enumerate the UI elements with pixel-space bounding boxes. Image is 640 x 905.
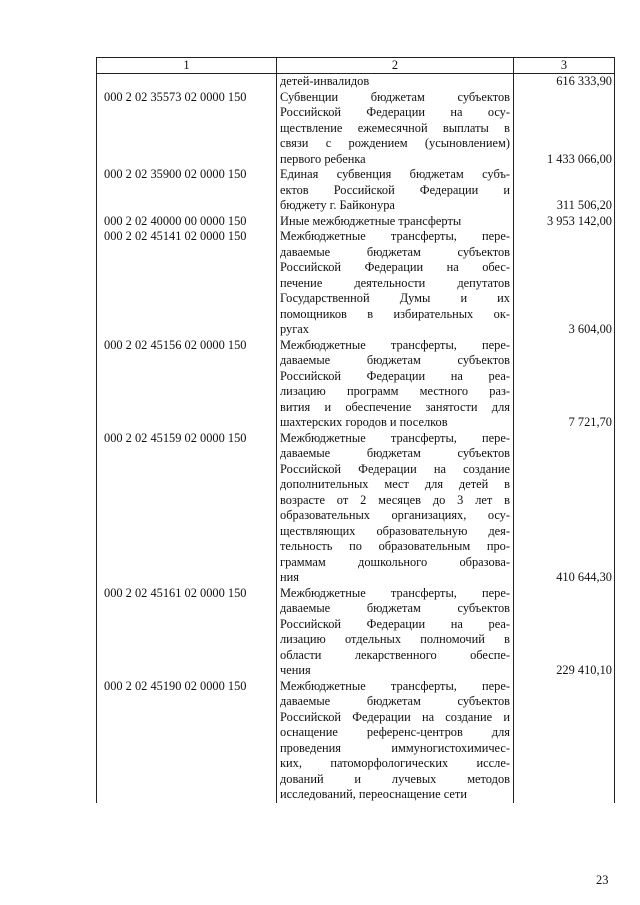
description-line: Российской Федерации на обес-: [280, 260, 510, 274]
description-line: связи с рождением (усыновлением): [280, 136, 510, 150]
description-line: Иные межбюджетные трансферты: [280, 213, 462, 228]
revenue-code: [97, 214, 277, 230]
table-row: [97, 431, 615, 586]
revenue-code: [97, 229, 277, 338]
amount: 616 333,90: [514, 74, 615, 90]
description-line: тельность по образовательным про-: [280, 539, 510, 553]
description-line: ектов Российской Федерации и: [280, 182, 510, 197]
revenue-description: [277, 74, 514, 90]
description-line: Межбюджетные трансферты, пере-: [280, 430, 510, 445]
description-line: первого ребенка: [280, 151, 366, 166]
description-line: помощников в избирательных ок-: [280, 306, 510, 321]
amount: 1 433 066,00: [514, 90, 615, 168]
description-line: Межбюджетные трансферты, пере-: [280, 337, 510, 352]
description-line: даваемые бюджетам субъектов: [280, 694, 510, 708]
description-line: даваемые бюджетам субъектов: [280, 446, 510, 460]
page-number: 23: [596, 873, 609, 887]
revenue-description: [277, 679, 514, 803]
description-line: Государственной Думы и их: [280, 291, 510, 305]
description-line: Единая субвенция бюджетам субъ-: [280, 167, 510, 181]
description-line: ругах: [280, 322, 310, 336]
description-line: Российской Федерации на создание и: [280, 709, 510, 724]
description-line: печение деятельности депутатов: [280, 275, 510, 290]
header-row: [97, 58, 615, 74]
description-line: дополнительных мест для детей в: [280, 477, 510, 491]
description-line: детей-инвалидов: [280, 74, 370, 88]
revenue-code: [97, 90, 277, 168]
description-line: лизацию отдельных полномочий в: [280, 632, 510, 646]
description-line: ществляющих образовательную дея-: [280, 523, 510, 538]
description-line: Субвенции бюджетам субъектов: [280, 89, 510, 104]
description-line: Межбюджетные трансферты, пере-: [280, 585, 510, 600]
amount: 410 644,30: [514, 431, 615, 586]
revenue-code-text: 000 2 02 40000 00 0000 150: [104, 213, 247, 228]
column-header-3: 3: [514, 58, 615, 74]
revenue-code-text: 000 2 02 45141 02 0000 150: [104, 229, 247, 243]
description-line: чения: [280, 663, 311, 677]
revenue-description: [277, 214, 514, 230]
revenue-code-text: 000 2 02 35900 02 0000 150: [104, 167, 247, 181]
description-line: Российской Федерации на реа-: [280, 616, 510, 631]
description-line: даваемые бюджетам субъектов: [280, 601, 510, 615]
revenue-description: [277, 167, 514, 214]
description-line: Российской Федерации на создание: [280, 461, 510, 476]
budget-table: [96, 57, 615, 803]
revenue-code: [97, 586, 277, 679]
revenue-description: [277, 431, 514, 586]
description-line: бюджету г. Байконура: [280, 198, 395, 212]
revenue-code: [97, 679, 277, 803]
amount: 7 721,70: [514, 338, 615, 431]
description-line: ществление ежемесячной выплаты в: [280, 120, 510, 135]
description-line: граммам дошкольного образова-: [280, 554, 510, 569]
revenue-description: [277, 90, 514, 168]
description-line: Российской Федерации на осу-: [280, 105, 510, 119]
description-line: Межбюджетные трансферты, пере-: [280, 678, 510, 693]
revenue-code: [97, 74, 277, 90]
revenue-code-text: 000 2 02 45190 02 0000 150: [104, 678, 247, 693]
description-line: проведения иммуногистохимичес-: [280, 740, 510, 755]
amount: [514, 679, 615, 803]
amount: 311 506,20: [514, 167, 615, 214]
description-line: области лекарственного обеспе-: [280, 647, 510, 662]
description-line: образовательных организациях, осу-: [280, 508, 510, 522]
revenue-description: [277, 229, 514, 338]
table-row: [97, 214, 615, 230]
description-line: ния: [280, 570, 299, 584]
table-row: [97, 586, 615, 679]
description-line: лизацию программ местного раз-: [280, 384, 510, 398]
description-line: даваемые бюджетам субъектов: [280, 353, 510, 367]
amount: 229 410,10: [514, 586, 615, 679]
description-line: Российской Федерации на реа-: [280, 368, 510, 383]
table-row: [97, 229, 615, 338]
revenue-code-text: 000 2 02 45156 02 0000 150: [104, 337, 247, 352]
description-line: шахтерских городов и поселков: [280, 415, 448, 429]
table-row: [97, 338, 615, 431]
revenue-code-text: 000 2 02 45159 02 0000 150: [104, 430, 247, 445]
table-row: [97, 74, 615, 90]
table-row: [97, 90, 615, 168]
revenue-code: [97, 338, 277, 431]
revenue-code: [97, 167, 277, 214]
description-line: возрасте от 2 месяцев до 3 лет в: [280, 492, 510, 507]
revenue-description: [277, 338, 514, 431]
revenue-code-text: 000 2 02 45161 02 0000 150: [104, 585, 247, 600]
revenue-code-text: 000 2 02 35573 02 0000 150: [104, 89, 247, 104]
table-header: [97, 58, 615, 74]
table-row: [97, 679, 615, 803]
table-body: [97, 74, 615, 803]
amount: 3 953 142,00: [514, 214, 615, 230]
description-line: дований и лучевых методов: [280, 771, 510, 786]
column-header-2: 2: [277, 58, 514, 74]
revenue-code: [97, 431, 277, 586]
description-line: Межбюджетные трансферты, пере-: [280, 229, 510, 243]
column-header-1: 1: [97, 58, 277, 74]
description-line: даваемые бюджетам субъектов: [280, 244, 510, 259]
description-line: оснащение референс-центров для: [280, 725, 510, 739]
description-line: вития и обеспечение занятости для: [280, 399, 510, 414]
table-row: [97, 167, 615, 214]
description-line: исследований, переоснащение сети: [280, 787, 467, 801]
revenue-description: [277, 586, 514, 679]
description-line: ких, патоморфологических иссле-: [280, 756, 510, 770]
amount: 3 604,00: [514, 229, 615, 338]
